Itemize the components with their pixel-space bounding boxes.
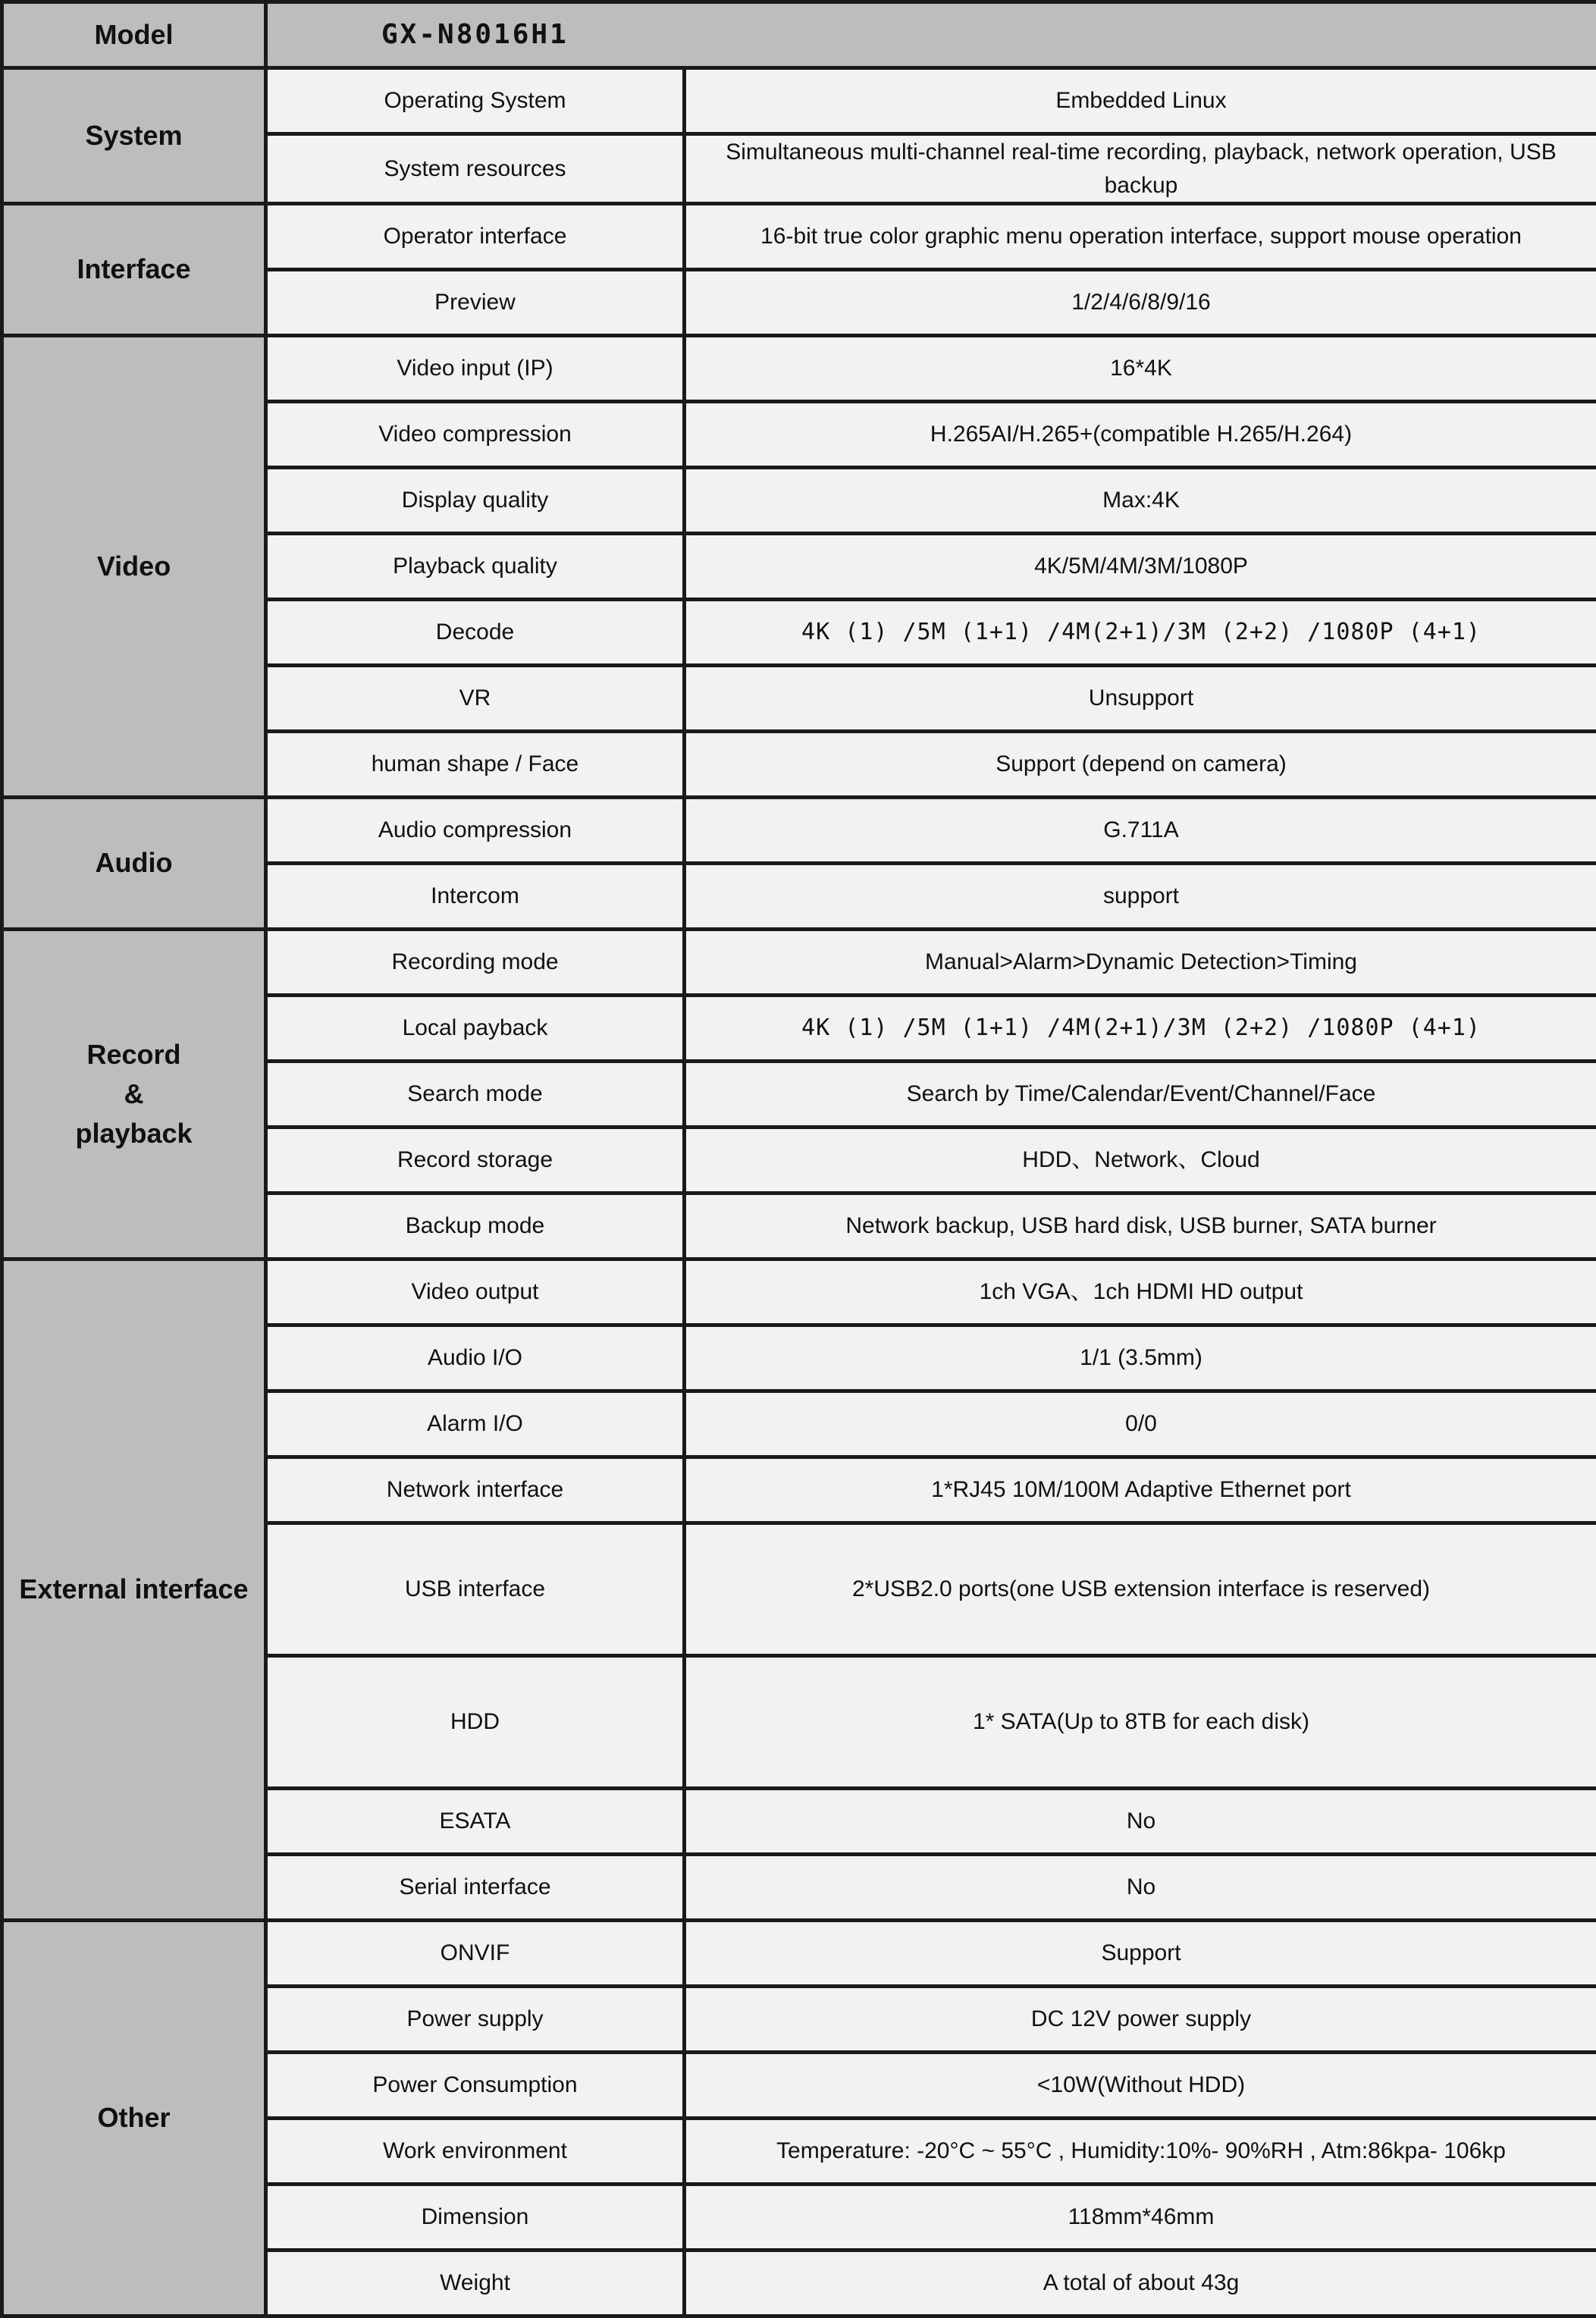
spec-label: ONVIF <box>266 1921 685 1987</box>
spec-label: System resources <box>266 134 685 204</box>
spec-value: <10W(Without HDD) <box>685 2053 1596 2119</box>
spec-label: ESATA <box>266 1789 685 1855</box>
spec-label: Search mode <box>266 1062 685 1128</box>
spec-value: 1/1 (3.5mm) <box>685 1325 1596 1391</box>
spec-value: 1/2/4/6/8/9/16 <box>685 270 1596 336</box>
spec-value: Temperature: -20°C ~ 55°C , Humidity:10%- 90%RH , Atm:86kpa- 106kp <box>685 2119 1596 2185</box>
spec-value: 1* SATA(Up to 8TB for each disk) <box>685 1656 1596 1789</box>
spec-label: Operating System <box>266 68 685 134</box>
spec-value: support <box>685 864 1596 930</box>
spec-value: 4K (1) /5M (1+1) /4M(2+1)/3M (2+2) /1080P (4+1) <box>685 600 1596 666</box>
spec-value: Unsupport <box>685 666 1596 732</box>
spec-label: Alarm I/O <box>266 1391 685 1457</box>
table-row <box>2 68 1596 134</box>
category-video: Video <box>2 336 266 798</box>
spec-label: Display quality <box>266 468 685 534</box>
spec-value: No <box>685 1855 1596 1921</box>
spec-label: Intercom <box>266 864 685 930</box>
spec-value: HDD、Network、Cloud <box>685 1128 1596 1194</box>
spec-label: Video compression <box>266 402 685 468</box>
category-record-playback <box>2 930 266 1259</box>
spec-value: No <box>685 1789 1596 1855</box>
spec-label: Record storage <box>266 1128 685 1194</box>
spec-value: 16-bit true color graphic menu operation interface, support mouse operation <box>685 204 1596 270</box>
table-row <box>2 2 1596 68</box>
category-audio: Audio <box>2 798 266 930</box>
spec-value: 4K (1) /5M (1+1) /4M(2+1)/3M (2+2) /1080P (4+1) <box>685 996 1596 1062</box>
category-record-line3: playback <box>11 1114 256 1153</box>
spec-value: Manual>Alarm>Dynamic Detection>Timing <box>685 930 1596 996</box>
spec-label: human shape / Face <box>266 732 685 798</box>
table-row <box>2 1259 1596 1325</box>
spec-label: Local payback <box>266 996 685 1062</box>
spec-label: Power Consumption <box>266 2053 685 2119</box>
spec-value: DC 12V power supply <box>685 1987 1596 2053</box>
table-row <box>2 930 1596 996</box>
model-label: Model <box>2 2 266 68</box>
spec-label: Work environment <box>266 2119 685 2185</box>
spec-value: Support <box>685 1921 1596 1987</box>
spec-value: G.711A <box>685 798 1596 864</box>
spec-value: Max:4K <box>685 468 1596 534</box>
table-row <box>2 336 1596 402</box>
spec-label: VR <box>266 666 685 732</box>
spec-label: Audio compression <box>266 798 685 864</box>
spec-value: A total of about 43g <box>685 2251 1596 2316</box>
spec-label: Recording mode <box>266 930 685 996</box>
spec-label: Operator interface <box>266 204 685 270</box>
spec-value: 4K/5M/4M/3M/1080P <box>685 534 1596 600</box>
spec-value: H.265AI/H.265+(compatible H.265/H.264) <box>685 402 1596 468</box>
spec-label: Audio I/O <box>266 1325 685 1391</box>
spec-label: Video output <box>266 1259 685 1325</box>
spec-value: 0/0 <box>685 1391 1596 1457</box>
spec-label: Decode <box>266 600 685 666</box>
spec-value: 16*4K <box>685 336 1596 402</box>
category-external-interface: External interface <box>2 1259 266 1921</box>
spec-label: USB interface <box>266 1523 685 1656</box>
spec-label: HDD <box>266 1656 685 1789</box>
spec-value: 118mm*46mm <box>685 2185 1596 2251</box>
category-record-line1: Record <box>11 1035 256 1074</box>
spec-value: Search by Time/Calendar/Event/Channel/Face <box>685 1062 1596 1128</box>
table-row <box>2 1921 1596 1987</box>
model-value: GX-N8016H1 <box>266 2 1596 68</box>
table-row <box>2 204 1596 270</box>
spec-label: Preview <box>266 270 685 336</box>
category-other: Other <box>2 1921 266 2316</box>
spec-value: 2*USB2.0 ports(one USB extension interface is reserved) <box>685 1523 1596 1656</box>
spec-value: Network backup, USB hard disk, USB burner, SATA burner <box>685 1194 1596 1259</box>
spec-label: Network interface <box>266 1457 685 1523</box>
spec-value: Embedded Linux <box>685 68 1596 134</box>
spec-label: Video input (IP) <box>266 336 685 402</box>
spec-value: 1ch VGA、1ch HDMI HD output <box>685 1259 1596 1325</box>
spec-label: Backup mode <box>266 1194 685 1259</box>
spec-label: Serial interface <box>266 1855 685 1921</box>
spec-value: 1*RJ45 10M/100M Adaptive Ethernet port <box>685 1457 1596 1523</box>
spec-value: Simultaneous multi-channel real-time recording, playback, network operation, USB backup <box>685 134 1596 204</box>
table-row <box>2 798 1596 864</box>
category-record-line2: & <box>11 1074 256 1114</box>
category-system: System <box>2 68 266 204</box>
spec-value: Support (depend on camera) <box>685 732 1596 798</box>
category-interface: Interface <box>2 204 266 336</box>
spec-label: Weight <box>266 2251 685 2316</box>
spec-label: Playback quality <box>266 534 685 600</box>
spec-label: Power supply <box>266 1987 685 2053</box>
spec-label: Dimension <box>266 2185 685 2251</box>
